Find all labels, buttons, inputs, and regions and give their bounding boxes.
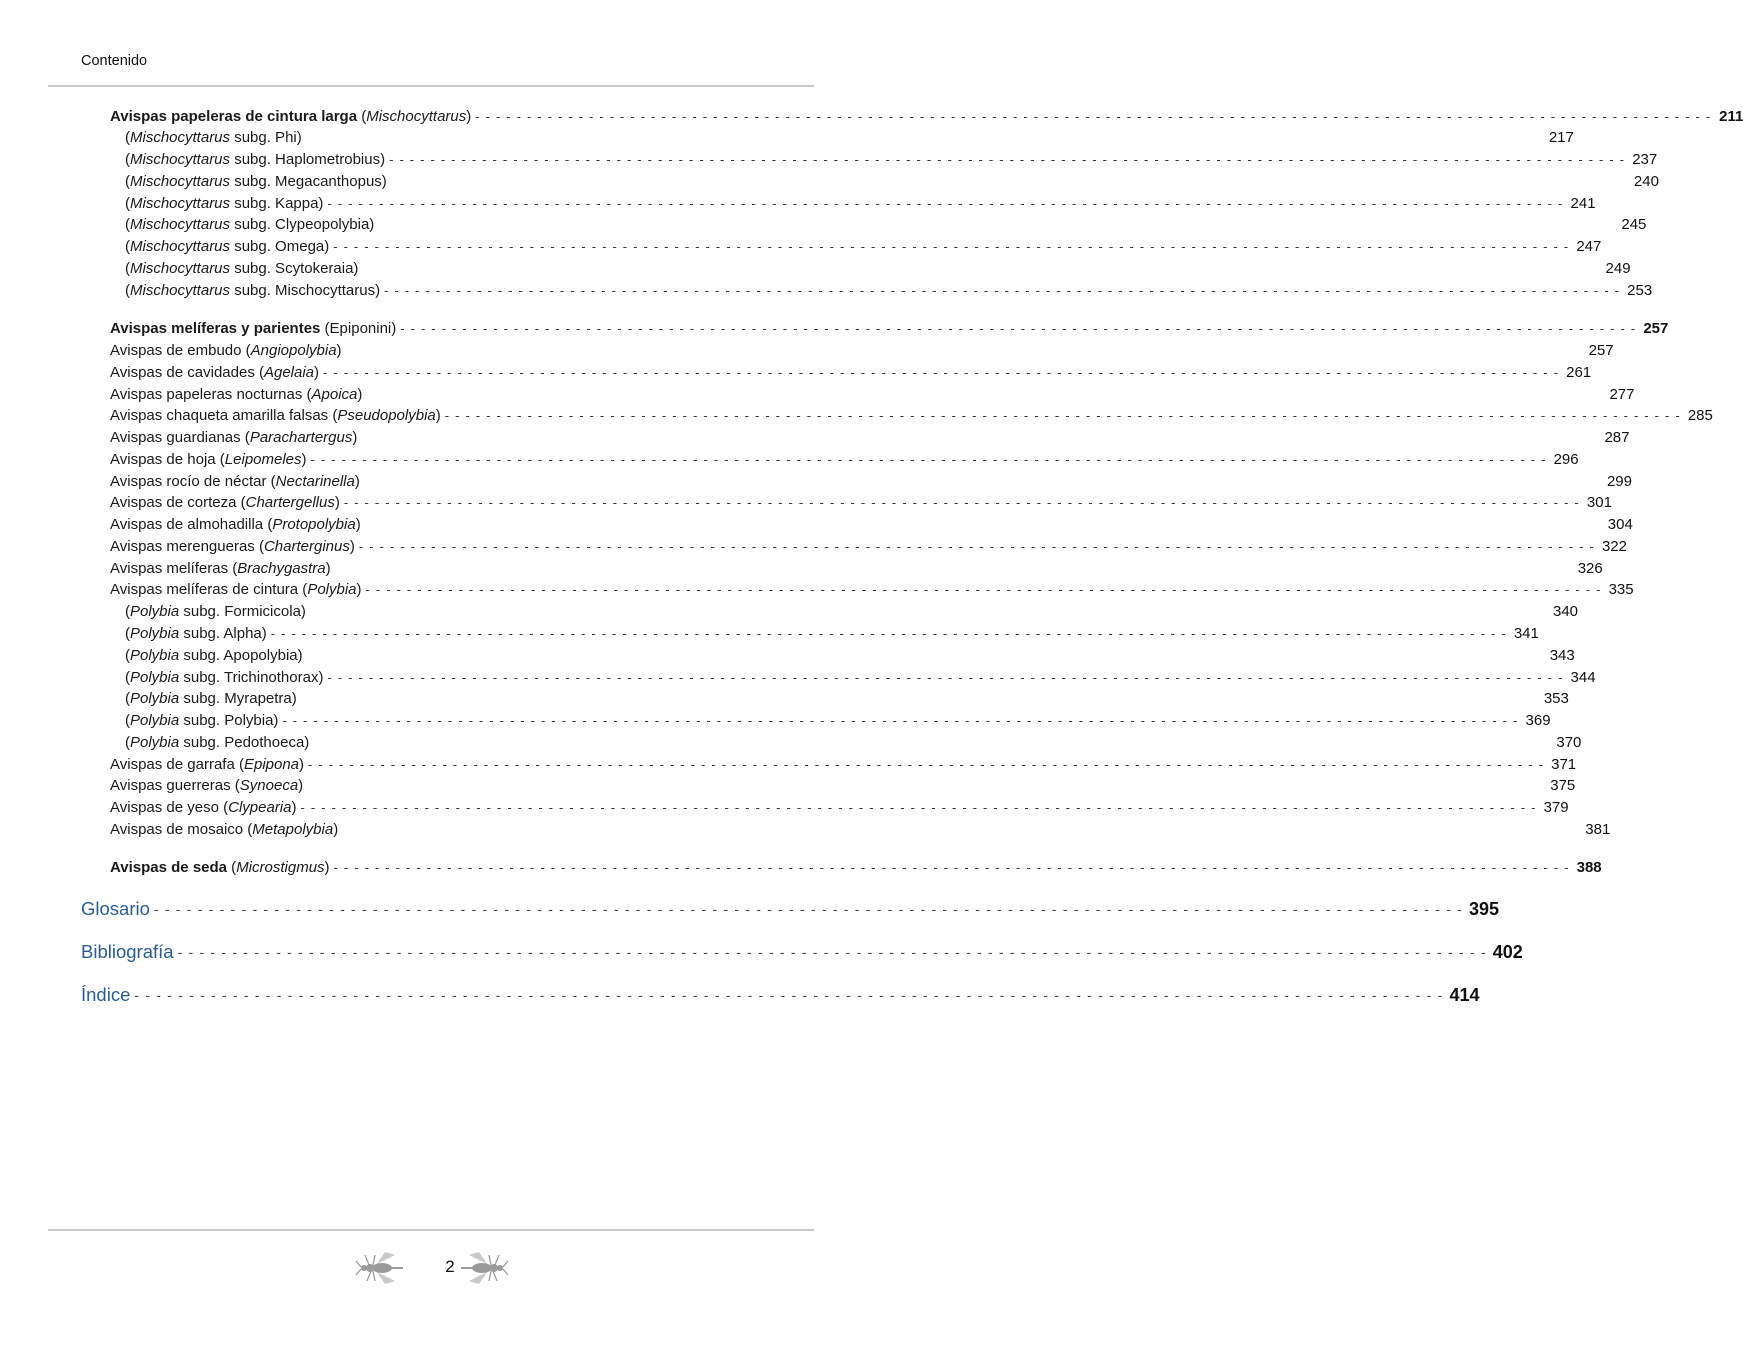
- toc-entry-genus: Mischocyttarus: [130, 281, 231, 299]
- toc-entry-title-bold: Avispas papeleras de cintura larga: [110, 107, 358, 125]
- toc-entry-title-suffix: subg. Mischocyttarus): [230, 281, 381, 299]
- toc-entry-title-suffix: subg. Trichinothorax): [179, 668, 324, 686]
- toc-entry-title-text: Avispas merengueras (: [110, 537, 264, 555]
- toc-entry-title-text: Avispas de mosaico (: [110, 820, 253, 838]
- toc-entry-title-suffix: ): [357, 385, 363, 403]
- toc-entry-genus: Mischocyttarus: [130, 259, 231, 277]
- toc-entry-genus: Protopolybia: [272, 515, 356, 533]
- toc-entry-title: [110, 821, 338, 838]
- toc-entry-title-suffix: ): [466, 107, 472, 125]
- toc-entry-title: [110, 386, 362, 403]
- toc-entry[interactable]: [125, 193, 1596, 213]
- toc-entry[interactable]: [125, 258, 1631, 278]
- toc-entry-title-text: Glosario: [81, 898, 150, 919]
- toc-entry-title-text: (: [125, 150, 130, 168]
- toc-entry-title: [110, 473, 360, 490]
- toc-entry-title-suffix: subg. Phi): [230, 128, 302, 146]
- toc-entry-title-text: Avispas de almohadilla (: [110, 515, 273, 533]
- toc-entry-title: [125, 129, 302, 146]
- toc-entry-title-text: (: [125, 215, 130, 233]
- toc-page-number: 381: [1585, 820, 1611, 838]
- toc-entry[interactable]: [110, 514, 1633, 534]
- toc-entry-title-text: (: [125, 237, 130, 255]
- toc-entry-title: [110, 407, 441, 424]
- toc-leader: - - - - - - - - - - - - - - - - - - - - - - - - - - - - - - - - - - - - - - - - - - - - - - - - - - - - - - - - - - - - - - - - - - - - - - - - - - - - - - - - - - - - - - - - - - - - - - - - - - - - - - - - - - - - - - - - - - - - - - - -: [365, 581, 1602, 597]
- toc-leader: - - - - - - - - - - - - - - - - - - - - - - - - - - - - - - - - - - - - - - - - - - - - - - - - - - - - - - - - - - - - - - - - - - - - - - - - - - - - - - - - - - - - - - - - - - - - - - - - - - - - - - - - - - - - - - - - - - - - - - - -: [475, 108, 1712, 124]
- toc-entry-title-text: Avispas de yeso (: [110, 798, 229, 816]
- toc-page-number: 369: [1525, 711, 1551, 729]
- toc-leader: - - - - - - - - - - - - - - - - - - - - - - - - - - - - - - - - - - - - - - - - - - - - - - - - - - - - - - - - - - - - - - - - - - - - - - - - - - - - - - - - - - - - - - - - - - - - - - - - - - - - - - - - - - - - - - - - - - - - - - - -: [333, 238, 1570, 254]
- toc-leader: - - - - - - - - - - - - - - - - - - - - - - - - - - - - - - - - - - - - - - - - - - - - - - - - - - - - - - - - - - - - - - - - - - - - - - - - - - - - - - - - - - - - - - - - - - - - - - - - - - - - - - - - - - - - - - - - - - - - - - - -: [327, 195, 1564, 211]
- toc-entry-genus: Polybia: [130, 711, 180, 729]
- toc-page-number: 237: [1632, 150, 1658, 168]
- toc-entry-title-bold: Avispas de seda: [110, 858, 228, 876]
- toc-entry-title-suffix: subg. Pedothoeca): [179, 733, 310, 751]
- toc-entry[interactable]: [125, 732, 1582, 752]
- toc-entry-title-text: (: [125, 172, 130, 190]
- toc-entry-title-text: Avispas de hoja (: [110, 450, 225, 468]
- toc-entry[interactable]: [110, 775, 1576, 795]
- toc-entry-title: [110, 859, 330, 876]
- toc-leader: - - - - - - - - - - - - - - - - - - - - - - - - - - - - - - - - - - - - - - - - - - - - - - - - - - - - - - - - - - - - - - - - - - - - - - - - - - - - - - - - - - - - - - - - - - - - - - - - - - - - - - - - - - - - - - - - - - - - - - - -: [327, 669, 1564, 685]
- toc-page-number: 344: [1570, 668, 1596, 686]
- toc-entry-title: [125, 603, 306, 620]
- toc-entry[interactable]: [110, 819, 1611, 839]
- toc-entry-title-suffix: subg. Scytokeraia): [230, 259, 359, 277]
- toc-page-number: 340: [1552, 602, 1579, 620]
- toc-entry-title: [110, 516, 361, 533]
- toc-entry-title-text: Avispas guardianas (: [110, 428, 250, 446]
- toc-entry[interactable]: [125, 645, 1575, 665]
- toc-entry-genus: Mischocyttarus: [130, 194, 231, 212]
- toc-leader: - - - - - - - - - - - - - - - - - - - - - - - - - - - - - - - - - - - - - - - - - - - - - - - - - - - - - - - - - - - - - - - - - - - - - - - - - - - - - - - - - - - - - - - - - - - - - - - - - - - - - - - - - - - - - - - - - - - - - - - -: [310, 451, 1547, 467]
- toc-entry-title: [125, 173, 387, 190]
- toc-entry-genus: Synoeca: [239, 776, 299, 794]
- toc-entry-genus: Mischocyttarus: [130, 128, 231, 146]
- toc-entry-genus: Parachartergus: [249, 428, 353, 446]
- toc-entry-title: [125, 216, 374, 233]
- toc-entry-title-text: Bibliografía: [81, 941, 174, 962]
- toc-entry-title-text: (: [125, 646, 130, 664]
- toc-entry-genus: Chartergellus: [245, 493, 335, 511]
- toc-entry[interactable]: [125, 214, 1647, 234]
- toc-entry-title-text: (: [125, 733, 130, 751]
- toc-page-number: 370: [1556, 733, 1582, 751]
- toc-entry[interactable]: [110, 579, 1634, 599]
- toc-page-number: 285: [1687, 406, 1713, 424]
- toc-entry-title: [125, 151, 385, 168]
- toc-entry-title: [110, 320, 396, 337]
- toc-entry-title: [125, 647, 303, 664]
- toc-page-number: 326: [1577, 559, 1603, 577]
- toc-entry-title-suffix: subg. Polybia): [179, 711, 279, 729]
- toc-entry-title-suffix: ): [352, 428, 358, 446]
- toc-entry-title-suffix: subg. Myrapetra): [179, 689, 297, 707]
- toc-leader: - - - - - - - - - - - - - - - - - - - - - - - - - - - - - - - - - - - - - - - - - - - - - - - - - - - - - - - - - - - - - - - - - - - - - - - - - - - - - - - - - - - - - - - - - - - - - - - - - - - - - - - - - - - - - - - - - - - - - - - -: [384, 282, 1621, 298]
- toc-entry-title-suffix: subg. Clypeopolybia): [230, 215, 375, 233]
- toc-entry-genus: Charterginus: [263, 537, 350, 555]
- toc-entry[interactable]: [110, 754, 1577, 774]
- toc-entry[interactable]: [110, 362, 1592, 382]
- toc-entry-title-suffix: subg. Kappa): [230, 194, 324, 212]
- toc-entry-genus: Agelaia: [263, 363, 315, 381]
- toc-leader: - - - - - - - - - - - - - - - - - - - - - - - - - - - - - - - - - - - - - - - - - - - - - - - - - - - - - - - - - - - - - - - - - - - - - - - - - - - - - - - - - - - - - - - - - - - - - - - - - - - - - - - - - - - - - - - - - - - - - - - -: [389, 151, 1626, 167]
- running-header: Contenido: [81, 53, 148, 69]
- toc-leader: - - - - - - - - - - - - - - - - - - - - - - - - - - - - - - - - - - - - - - - - - - - - - - - - - - - - - - - - - - - - - - - - - - - - - - - - - - - - - - - - - - - - - - - - - - - - - - - - - - - - - - - - - - - - - - - - - - - - - - - -: [153, 901, 1464, 917]
- toc-entry-genus: Angiopolybia: [250, 341, 337, 359]
- toc-entry[interactable]: [125, 710, 1551, 730]
- toc-page-number: 388: [1576, 858, 1602, 876]
- toc-page-number: 249: [1605, 259, 1631, 277]
- toc-entry-title-text: Avispas guerreras (: [110, 776, 240, 794]
- toc-page-number: 211: [1719, 107, 1743, 125]
- toc-entry-genus: Polybia: [130, 646, 180, 664]
- toc-page-number: 296: [1553, 450, 1579, 468]
- toc-entry-genus: Polybia: [130, 733, 180, 751]
- toc-entry-title: [110, 756, 304, 773]
- toc-entry-title: [110, 429, 357, 446]
- toc-page-number: 402: [1492, 941, 1523, 962]
- toc-leader: - - - - - - - - - - - - - - - - - - - - - - - - - - - - - - - - - - - - - - - - - - - - - - - - - - - - - - - - - - - - - - - - - - - - - - - - - - - - - - - - - - - - - - - - - - - - - - - - - - - - - - - - - - - - - - - - - - - - - - - -: [333, 859, 1570, 875]
- toc-page-number: 253: [1627, 281, 1653, 299]
- toc-entry[interactable]: [125, 149, 1658, 169]
- toc-entry-title: [110, 364, 319, 381]
- toc-entry-genus: Polybia: [130, 602, 180, 620]
- toc-entry-title-suffix: ): [333, 820, 339, 838]
- toc-entry-title-text: Avispas de corteza (: [110, 493, 246, 511]
- toc-entry-title-text: Avispas melíferas de cintura (: [110, 580, 308, 598]
- toc-entry[interactable]: [125, 601, 1579, 621]
- toc-entry-title: [110, 777, 303, 794]
- page-number: 2: [445, 1257, 455, 1276]
- toc-entry-title-suffix: ): [355, 515, 361, 533]
- toc-entry-title-text: (: [125, 668, 130, 686]
- toc-entry-title-text: (: [125, 624, 130, 642]
- toc-page-number: 341: [1513, 624, 1539, 642]
- toc-entry-title-suffix: ): [336, 341, 342, 359]
- toc-page-number: 304: [1607, 515, 1633, 533]
- toc-entry-genus: Apoica: [311, 385, 358, 403]
- toc-entry-title-text: (: [125, 711, 130, 729]
- toc-page-number: 245: [1621, 215, 1647, 233]
- toc-entry-genus: Metapolybia: [252, 820, 334, 838]
- toc-entry-title-text: Avispas rocío de néctar (: [110, 472, 276, 490]
- toc-entry[interactable]: [125, 623, 1539, 643]
- toc-entry-title-suffix: ): [349, 537, 355, 555]
- toc-entry-title-suffix: subg. Omega): [230, 237, 330, 255]
- toc-entry[interactable]: [125, 236, 1602, 256]
- toc-entry-title: [110, 581, 362, 598]
- toc-entry-title-suffix: ): [354, 472, 360, 490]
- toc-page-number: 257: [1588, 341, 1614, 359]
- toc-page-number: 343: [1549, 646, 1575, 664]
- toc-page-number: 414: [1449, 984, 1480, 1005]
- toc-entry-genus: Clypearia: [228, 798, 292, 816]
- toc-entry-title-suffix: ): [314, 363, 320, 381]
- toc-entry-title: [125, 690, 297, 707]
- toc-page-number: 335: [1608, 580, 1634, 598]
- toc-entry-title-suffix: ): [334, 493, 340, 511]
- toc-entry-title: [125, 625, 267, 642]
- toc-entry-genus: Brachygastra: [237, 559, 326, 577]
- toc-entry-title: [81, 941, 174, 963]
- toc-entry[interactable]: [125, 280, 1653, 300]
- toc-entry-genus: Polybia: [307, 580, 357, 598]
- toc-leader: - - - - - - - - - - - - - - - - - - - - - - - - - - - - - - - - - - - - - - - - - - - - - - - - - - - - - - - - - - - - - - - - - - - - - - - - - - - - - - - - - - - - - - - - - - - - - - - - - - - - - - - - - - - - - - - - - - - - - - - -: [300, 799, 1537, 815]
- toc-entry-title: [110, 342, 342, 359]
- toc-entry[interactable]: [110, 536, 1627, 556]
- toc-entry-title: [110, 799, 297, 816]
- toc-entry-genus: Mischocyttarus: [130, 237, 231, 255]
- toc-entry[interactable]: [110, 340, 1614, 360]
- toc-entry-title-text: Avispas melíferas (: [110, 559, 238, 577]
- toc-leader: - - - - - - - - - - - - - - - - - - - - - - - - - - - - - - - - - - - - - - - - - - - - - - - - - - - - - - - - - - - - - - - - - - - - - - - - - - - - - - - - - - - - - - - - - - - - - - - - - - - - - - - - - - - - - - - - - - - - - - - -: [308, 756, 1545, 772]
- toc-page-number: 371: [1551, 755, 1577, 773]
- toc-entry[interactable]: [125, 127, 1574, 147]
- toc-entry-title: [110, 494, 340, 511]
- toc-entry[interactable]: [110, 492, 1612, 512]
- toc-entry-title: [125, 734, 309, 751]
- toc-entry-title-text: Avispas chaqueta amarilla falsas (: [110, 406, 338, 424]
- toc-leader: - - - - - - - - - - - - - - - - - - - - - - - - - - - - - - - - - - - - - - - - - - - - - - - - - - - - - - - - - - - - - - - - - - - - - - - - - - - - - - - - - - - - - - - - - - - - - - - - - - - - - - - - - - - - - - - - - - - - - - - -: [323, 364, 1560, 380]
- toc-section-entry[interactable]: [81, 939, 1523, 965]
- toc-leader: - - - - - - - - - - - - - - - - - - - - - - - - - - - - - - - - - - - - - - - - - - - - - - - - - - - - - - - - - - - - - - - - - - - - - - - - - - - - - - - - - - - - - - - - - - - - - - - - - - - - - - - - - - - - - - - - - - - - - - - -: [134, 987, 1444, 1003]
- toc-page-number: 299: [1606, 472, 1632, 490]
- toc-entry-title-suffix: ): [301, 450, 307, 468]
- toc-entry-title-text: Avispas papeleras nocturnas (: [110, 385, 312, 403]
- toc-entry-genus: Microstigmus: [236, 858, 325, 876]
- toc-page-number: 379: [1543, 798, 1569, 816]
- toc-entry[interactable]: [110, 318, 1669, 338]
- toc-entry-genus: Polybia: [130, 689, 180, 707]
- toc-entry-title-suffix: ): [298, 776, 304, 794]
- toc-entry-genus: Leipomeles: [224, 450, 302, 468]
- toc-entry-title-suffix: subg. Formicicola): [179, 602, 306, 620]
- toc-entry[interactable]: [110, 558, 1603, 578]
- toc-entry-title-text: (: [125, 689, 130, 707]
- toc-entry-title-text: (: [357, 107, 367, 125]
- toc-entry-title-bold: Avispas melíferas y parientes: [110, 319, 321, 337]
- toc-entry-title: [110, 560, 331, 577]
- toc-entry[interactable]: [125, 171, 1659, 191]
- toc-entry[interactable]: [125, 688, 1569, 708]
- toc-page-number: 261: [1566, 363, 1592, 381]
- footer-divider: [48, 1229, 814, 1231]
- toc-page-number: 240: [1633, 172, 1659, 190]
- toc-leader: - - - - - - - - - - - - - - - - - - - - - - - - - - - - - - - - - - - - - - - - - - - - - - - - - - - - - - - - - - - - - - - - - - - - - - - - - - - - - - - - - - - - - - - - - - - - - - - - - - - - - - - - - - - - - - - - - - - - - - - -: [358, 538, 1595, 554]
- toc-entry-genus: Pseudopolybia: [337, 406, 436, 424]
- toc-section-entry[interactable]: [81, 982, 1480, 1008]
- toc-entry-title: [125, 669, 323, 686]
- toc-page-number: 247: [1576, 237, 1602, 255]
- toc-entry-title-text: (Epiponini): [320, 319, 397, 337]
- toc-entry-title: [125, 260, 358, 277]
- toc-entry[interactable]: [110, 449, 1579, 469]
- toc-entry-genus: Epipona: [243, 755, 300, 773]
- toc-entry-title-text: Avispas de cavidades (: [110, 363, 264, 381]
- toc-entry-title-suffix: ): [324, 858, 330, 876]
- toc-section-entry[interactable]: [81, 896, 1500, 922]
- toc-entry[interactable]: [125, 667, 1596, 687]
- toc-entry-title: [125, 712, 278, 729]
- toc-page-number: 395: [1469, 898, 1500, 919]
- toc-leader: - - - - - - - - - - - - - - - - - - - - - - - - - - - - - - - - - - - - - - - - - - - - - - - - - - - - - - - - - - - - - - - - - - - - - - - - - - - - - - - - - - - - - - - - - - - - - - - - - - - - - - - - - - - - - - - - - - - - - - - -: [177, 944, 1487, 960]
- toc-entry[interactable]: [110, 427, 1630, 447]
- toc-entry-title: [81, 898, 150, 920]
- toc-entry-genus: Mischocyttarus: [366, 107, 467, 125]
- toc-entry-title-text: Avispas de embudo (: [110, 341, 251, 359]
- toc-entry-title: [125, 195, 323, 212]
- toc-entry-genus: Polybia: [130, 624, 180, 642]
- toc-entry-title-text: (: [125, 194, 130, 212]
- toc-entry[interactable]: [110, 797, 1569, 817]
- toc-leader: - - - - - - - - - - - - - - - - - - - - - - - - - - - - - - - - - - - - - - - - - - - - - - - - - - - - - - - - - - - - - - - - - - - - - - - - - - - - - - - - - - - - - - - - - - - - - - - - - - - - - - - - - - - - - - - - - - - - - - - -: [270, 625, 1507, 641]
- toc-entry-title-suffix: ): [325, 559, 331, 577]
- toc-entry-title-text: (: [125, 602, 130, 620]
- toc-entry[interactable]: [110, 384, 1635, 404]
- toc-entry[interactable]: [110, 471, 1632, 491]
- toc-entry-title-text: (: [125, 128, 130, 146]
- header-divider: [48, 85, 814, 87]
- toc-entry-genus: Mischocyttarus: [130, 172, 231, 190]
- toc-page-number: 241: [1570, 194, 1596, 212]
- toc-page-number: 277: [1609, 385, 1635, 403]
- toc-leader: - - - - - - - - - - - - - - - - - - - - - - - - - - - - - - - - - - - - - - - - - - - - - - - - - - - - - - - - - - - - - - - - - - - - - - - - - - - - - - - - - - - - - - - - - - - - - - - - - - - - - - - - - - - - - - - - - - - - - - - -: [282, 712, 1519, 728]
- toc-entry-title-suffix: ): [356, 580, 362, 598]
- toc-entry-title-suffix: subg. Megacanthopus): [230, 172, 387, 190]
- toc-entry[interactable]: [110, 405, 1713, 425]
- toc-entry-title: [125, 282, 380, 299]
- toc-entry-title-suffix: ): [299, 755, 305, 773]
- toc-entry-title-text: Índice: [81, 984, 131, 1005]
- toc-entry-title-text: (: [125, 259, 130, 277]
- toc-entry[interactable]: [110, 106, 1743, 126]
- toc-entry-title-suffix: ): [291, 798, 297, 816]
- toc-leader: - - - - - - - - - - - - - - - - - - - - - - - - - - - - - - - - - - - - - - - - - - - - - - - - - - - - - - - - - - - - - - - - - - - - - - - - - - - - - - - - - - - - - - - - - - - - - - - - - - - - - - - - - - - - - - - - - - - - - - - -: [400, 320, 1637, 336]
- toc-entry-title: [110, 538, 355, 555]
- toc-entry-title-suffix: subg. Alpha): [179, 624, 267, 642]
- toc-entry-title-suffix: ): [435, 406, 441, 424]
- toc-leader: - - - - - - - - - - - - - - - - - - - - - - - - - - - - - - - - - - - - - - - - - - - - - - - - - - - - - - - - - - - - - - - - - - - - - - - - - - - - - - - - - - - - - - - - - - - - - - - - - - - - - - - - - - - - - - - - - - - - - - - -: [444, 407, 1681, 423]
- toc-entry-title: [125, 238, 329, 255]
- toc-page-number: 322: [1601, 537, 1627, 555]
- toc-page-number: 301: [1586, 493, 1612, 511]
- toc-entry-genus: Mischocyttarus: [130, 215, 231, 233]
- toc-entry-genus: Nectarinella: [275, 472, 355, 490]
- toc-entry-title-text: (: [227, 858, 237, 876]
- toc-entry-title-suffix: subg. Apopolybia): [179, 646, 303, 664]
- toc-entry-genus: Mischocyttarus: [130, 150, 231, 168]
- toc-entry-title-suffix: subg. Haplometrobius): [230, 150, 386, 168]
- toc-page-number: 217: [1548, 128, 1574, 146]
- toc-page-number: 257: [1643, 319, 1669, 337]
- toc-page-number: 353: [1543, 689, 1569, 707]
- toc-entry[interactable]: [110, 857, 1602, 877]
- toc-entry-title-text: (: [125, 281, 130, 299]
- toc-page-number: 287: [1604, 428, 1630, 446]
- toc-entry-title-text: Avispas de garrafa (: [110, 755, 244, 773]
- toc-entry-title: [110, 451, 307, 468]
- toc-entry-genus: Polybia: [130, 668, 180, 686]
- toc-entry-title: [110, 108, 471, 125]
- toc-entry-title: [81, 984, 130, 1006]
- toc-page-number: 375: [1550, 776, 1576, 794]
- wasp-right-icon: [459, 1249, 509, 1287]
- toc-leader: - - - - - - - - - - - - - - - - - - - - - - - - - - - - - - - - - - - - - - - - - - - - - - - - - - - - - - - - - - - - - - - - - - - - - - - - - - - - - - - - - - - - - - - - - - - - - - - - - - - - - - - - - - - - - - - - - - - - - - - -: [343, 494, 1580, 510]
